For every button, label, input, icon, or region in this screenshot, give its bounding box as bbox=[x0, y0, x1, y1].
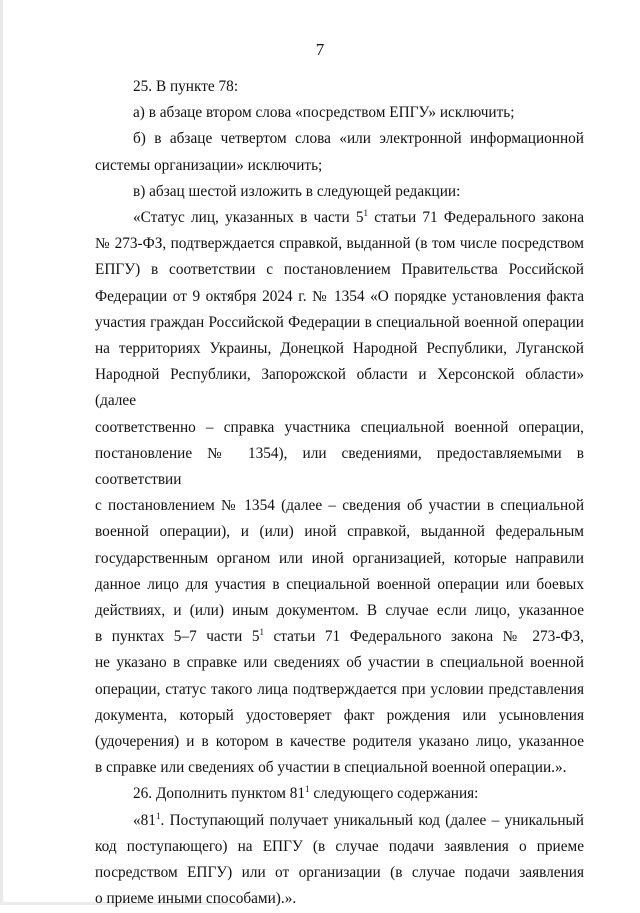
superscript-1: 1 bbox=[259, 627, 265, 638]
quote-line-16: не указано в справке или сведениях об участии в специальной военной bbox=[95, 654, 584, 672]
quote-line-4: Федерации от 9 октября 2024 г. № 1354 «О порядке установления факта bbox=[95, 287, 584, 305]
quote-line-15-end: статьи 71 Федерального закона № 273-ФЗ, bbox=[264, 628, 584, 646]
item-26-end: следующего содержания: bbox=[309, 785, 479, 803]
superscript-1: 1 bbox=[363, 208, 369, 219]
quote-line-2: № 273-ФЗ, подтверждается справкой, выданной (в том числе посредством bbox=[95, 235, 584, 253]
item-25c-text: в) абзац шестой изложить в следующей редакции: bbox=[133, 182, 461, 200]
quote-line-7: Народной Республики, Запорожской области и Херсонской области» (далее bbox=[95, 366, 584, 410]
quote-line-9: постановление № 1354), или сведениями, предоставляемыми в соответствии bbox=[95, 444, 584, 489]
quote-line-8: соответственно – справка участника специальной военной операции, bbox=[95, 418, 584, 436]
paragraph-item-25c bbox=[95, 179, 584, 205]
quote-line-5: участия граждан Российской Федерации в специальной военной операции bbox=[95, 313, 584, 331]
paragraph-item-25b bbox=[95, 126, 584, 178]
scan-edge-shadow-left bbox=[0, 0, 3, 905]
quote-line-10: с постановлением № 1354 (далее – сведения об участии в специальной bbox=[95, 497, 584, 515]
page-number: 7 bbox=[315, 40, 325, 59]
superscript-1: 1 bbox=[305, 784, 310, 795]
item-81-1-line-3: посредством ЕПГУ) или от организации (в случае подачи заявления bbox=[95, 864, 584, 882]
paragraph-quoted-amendment bbox=[95, 205, 584, 781]
item-25b-line-2: системы организации» исключить; bbox=[95, 156, 323, 174]
quote-line-1-start: «Статус лиц, указанных в части 5 bbox=[133, 209, 364, 227]
item-81-1-line-1 bbox=[95, 808, 584, 834]
quote-line-1-end: статьи 71 Федерального закона bbox=[368, 209, 584, 227]
item-25b-line-1: б) в абзаце четвертом слова «или электронной информационной bbox=[133, 130, 584, 148]
quote-line-13: данное лицо для участия в специальной военной операции или боевых bbox=[95, 575, 584, 593]
quote-line-14: действиях, и (или) иным документом. В случае если лицо, указанное bbox=[95, 602, 584, 620]
item-81-1-line-4: о приеме иными способами).». bbox=[95, 890, 297, 908]
quote-line-19: (удочерения) и в котором в качестве родителя указано лицо, указанное bbox=[95, 733, 584, 751]
item-81-1-line-2: код поступающего) на ЕПГУ (в случае подачи заявления о приеме bbox=[95, 837, 584, 855]
item-25-title: 25. В пункте 78: bbox=[133, 78, 239, 95]
quote-line-18: документа, который удостоверяет факт рождения или усыновления bbox=[95, 706, 584, 724]
superscript-1: 1 bbox=[155, 810, 161, 821]
paragraph-item-81-1 bbox=[95, 808, 584, 913]
document-body bbox=[95, 74, 584, 913]
item-25a-text: а) в абзаце втором слова «посредством ЕПГУ» исключить; bbox=[133, 104, 515, 122]
quote-line-17: операции, статус такого лица подтверждается при условии представления bbox=[95, 680, 584, 698]
quote-line-11: военной операции), и (или) иной справкой, выданной федеральным bbox=[95, 523, 584, 541]
quote-line-15 bbox=[95, 624, 584, 650]
quote-line-6: на территориях Украины, Донецкой Народной Республики, Луганской bbox=[95, 340, 584, 358]
paragraph-item-26 bbox=[95, 781, 584, 807]
paragraph-item-25 bbox=[95, 74, 584, 100]
paragraph-item-25a bbox=[95, 100, 584, 126]
quote-line-20: в справке или сведениях об участии в специальной военной операции.». bbox=[95, 759, 567, 777]
quote-line-1 bbox=[95, 205, 584, 231]
quote-line-12: государственным органом или иной организацией, которые направили bbox=[95, 549, 584, 567]
item-26-start: 26. Дополнить пунктом 81 bbox=[133, 785, 306, 803]
item-81-1-line-1-end: . Поступающий получает уникальный код (далее – уникальный bbox=[160, 811, 584, 829]
quote-line-15-start: в пунктах 5–7 части 5 bbox=[95, 628, 260, 646]
quote-line-3: ЕПГУ) в соответствии с постановлением Правительства Российской bbox=[95, 261, 584, 279]
item-81-1-line-1-start: «81 bbox=[133, 811, 156, 829]
